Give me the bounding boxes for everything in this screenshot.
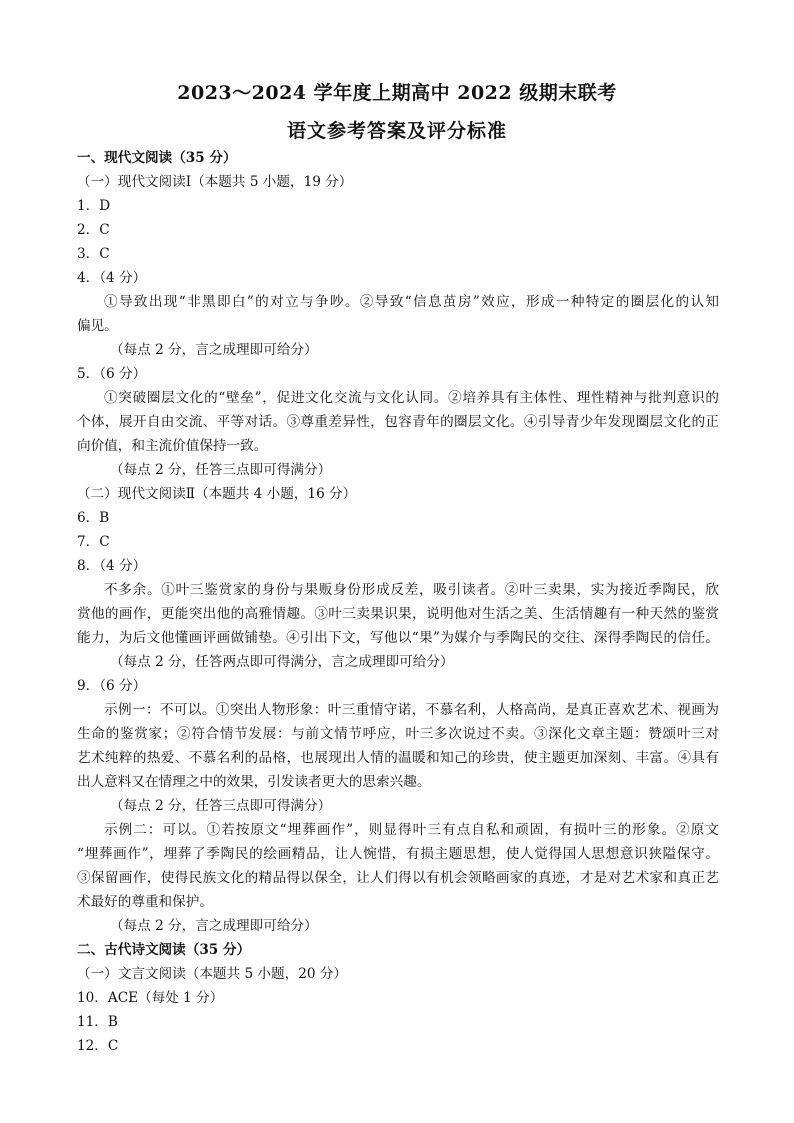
answer-text: 出人意料又在情理之中的效果，引发读者更大的思索兴趣。 — [77, 774, 431, 790]
answer-line: 3．C — [77, 246, 110, 262]
scoring-note: （每点 2 分，任答三点即可得满分） — [110, 462, 332, 478]
question-number: 9．（6 分） — [77, 678, 147, 694]
answer-text: ①突破圈层文化的“壁垒”，促进文化交流与文化认同。②培养具有主体性、理性精神与批判意识的 — [104, 390, 719, 406]
answer-text: 艺术纯粹的热爱、不慕名利的品格，也展现出人情的温暖和知己的珍贵，使主题更加深刻、丰富。④具有 — [77, 750, 719, 766]
scoring-note: （每点 2 分，言之成理即可给分） — [110, 342, 318, 358]
question-number: 8．（4 分） — [77, 558, 147, 574]
answer-line: 6．B — [77, 510, 110, 526]
answer-text: 示例一：不可以。①突出人物形象：叶三重情守诺，不慕名利，人格高尚，是真正喜欢艺术、视画为 — [104, 702, 719, 718]
answer-text: ③保留画作，使得民族文化的精品得以保全，让人们得以有机会领略画家的真迹，才是对艺术家和真正艺 — [77, 870, 719, 886]
answer-line: 10．ACE（每处 1 分） — [77, 990, 224, 1006]
answer-text: 个体，展开自由交流、平等对话。③尊重差异性，包容青年的圈层文化。④引导青少年发现圈层文化的正 — [77, 414, 719, 430]
answer-line: 11．B — [77, 1014, 118, 1030]
answer-text: “埋葬画作”，埋葬了季陶民的绘画精品，让人惋惜，有损主题思想，使人觉得国人思想意识狭隘保守。 — [77, 846, 719, 862]
answer-text: 赏他的画作，更能突出他的高雅情趣。③叶三卖果识果，说明他对生活之美、生活情趣有一种天然的鉴赏 — [77, 606, 719, 622]
section-heading: 一、现代文阅读（35 分） — [77, 150, 237, 166]
answer-text: ①导致出现“非黑即白”的对立与争吵。②导致“信息茧房”效应，形成一种特定的圈层化的认知 — [104, 294, 719, 310]
answer-line: 12．C — [77, 1038, 119, 1054]
answer-text: 向价值，和主流价值保持一致。 — [77, 438, 268, 454]
answer-line: 7．C — [77, 534, 110, 550]
question-number: 4．（4 分） — [77, 270, 147, 286]
answer-line: 1．D — [77, 198, 111, 214]
answer-text: 术最好的尊重和保护。 — [77, 894, 213, 910]
answer-text: 能力，为后文他懂画评画做铺垫。④引出下文，写他以“果”为媒介与季陶民的交往、深得季陶民的信任。 — [77, 630, 719, 646]
subsection-heading: （二）现代文阅读Ⅱ（本题共 4 小题，16 分） — [77, 486, 357, 502]
scoring-note: （每点 2 分，任答两点即可得满分，言之成理即可给分） — [110, 654, 454, 670]
scoring-note: （每点 2 分，任答三点即可得满分） — [110, 798, 332, 814]
subsection-heading: （一）现代文阅读Ⅰ（本题共 5 小题，19 分） — [77, 174, 353, 190]
question-number: 5．（6 分） — [77, 366, 147, 382]
exam-title: 2023～2024 学年度上期高中 2022 级期末联考 — [177, 82, 617, 104]
answer-text: 不多余。①叶三鉴赏家的身份与果贩身份形成反差，吸引读者。②叶三卖果，实为接近季陶民，欣 — [104, 582, 719, 598]
exam-subtitle: 语文参考答案及评分标准 — [286, 120, 507, 142]
answer-text: 生命的鉴赏家；②符合情节发展：与前文情节呼应，叶三多次说过不卖。③深化文章主题：赞颂叶三对 — [77, 726, 719, 742]
answer-text: 偏见。 — [77, 318, 118, 334]
subsection-heading: （一）文言文阅读（本题共 5 小题，20 分） — [77, 966, 348, 982]
answer-line: 2．C — [77, 222, 110, 238]
section-heading: 二、古代诗文阅读（35 分） — [77, 942, 251, 958]
answer-text: 示例二：可以。①若按原文“埋葬画作”，则显得叶三有点自私和顽固，有损叶三的形象。②原文 — [104, 822, 719, 838]
scoring-note: （每点 2 分，言之成理即可给分） — [110, 918, 318, 934]
